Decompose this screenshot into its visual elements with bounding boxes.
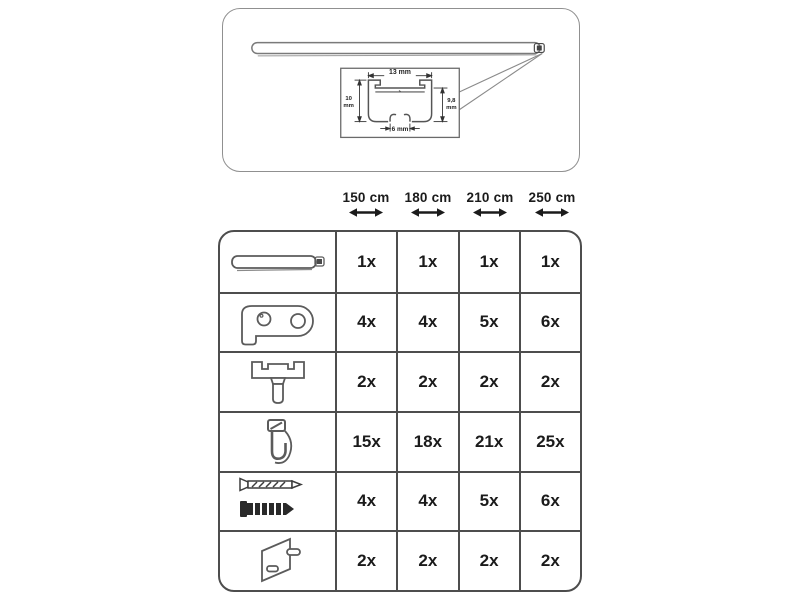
qty-cell [519,530,580,590]
qty-cell [335,292,396,352]
quantity: 1x [357,251,377,271]
part-icon-cell [220,471,335,531]
quantity: 6x [540,491,560,511]
double-arrow-icon [349,207,383,218]
size-header-250 [521,190,583,223]
qty-cell [335,471,396,531]
qty-cell [519,351,580,411]
quantity: 5x [479,491,499,511]
qty-cell [396,411,457,471]
quantity: 2x [357,551,377,571]
screw-and-plug-icon [228,473,328,529]
part-icon-cell [220,292,335,352]
quantity: 2x [479,372,499,392]
qty-cell [519,471,580,531]
qty-cell [396,471,457,531]
qty-cell [519,411,580,471]
qty-cell [396,232,457,292]
size-header-210 [459,190,521,223]
size-label: 180 cm [404,190,452,205]
product-diagram-panel [222,8,580,172]
dim-left-value: 10 [345,95,352,102]
rail-icon [228,238,328,286]
qty-cell [458,232,519,292]
qty-cell [396,530,457,590]
quantity: 18x [413,431,443,451]
mounting-bracket-icon [228,294,328,350]
dim-slot-label: 6 mm [391,125,409,133]
quantity: 6x [540,312,560,332]
quantity: 1x [479,251,499,271]
part-icon-cell [220,232,335,292]
double-arrow-icon [473,207,507,218]
quantity: 2x [540,551,560,571]
qty-cell [396,351,457,411]
qty-cell [519,292,580,352]
quantity: 1x [418,251,438,271]
quantity: 1x [540,251,560,271]
size-label: 150 cm [342,190,390,205]
dim-right-unit: mm [446,104,457,111]
quantity: 4x [418,491,438,511]
double-arrow-icon [535,207,569,218]
quantity: 2x [357,372,377,392]
rail-side-view [252,43,540,56]
parts-table [218,230,582,592]
size-label: 210 cm [466,190,514,205]
qty-cell [458,351,519,411]
ceiling-support-icon [228,354,328,410]
qty-cell [519,232,580,292]
quantity: 4x [357,491,377,511]
quantity: 2x [418,551,438,571]
size-header-150 [335,190,397,223]
quantity: 4x [418,312,438,332]
qty-cell [458,471,519,531]
quantity: 15x [352,431,381,451]
size-label: 250 cm [528,190,576,205]
quantity: 25x [536,431,565,451]
qty-cell [335,411,396,471]
quantity: 2x [418,372,438,392]
qty-cell [396,292,457,352]
qty-cell [335,351,396,411]
part-icon-cell [220,351,335,411]
qty-cell [458,530,519,590]
dim-width-label: 13 mm [389,69,411,77]
rail-illustration [223,9,579,171]
leader-lines [459,53,542,109]
double-arrow-icon [411,207,445,218]
qty-cell [335,530,396,590]
qty-cell [458,411,519,471]
dim-right-value: 9,8 [447,97,456,104]
quantity: 4x [357,312,377,332]
part-icon-cell [220,411,335,471]
qty-cell [335,232,396,292]
quantity: 5x [479,312,499,332]
end-cap-icon [228,533,328,589]
quantity: 21x [474,431,504,451]
qty-cell [458,292,519,352]
size-header-180 [397,190,459,223]
quantity: 2x [479,551,499,571]
dim-left-unit: mm [343,102,354,109]
quantity: 2x [540,372,560,392]
part-icon-cell [220,530,335,590]
glider-hook-icon [228,414,328,470]
